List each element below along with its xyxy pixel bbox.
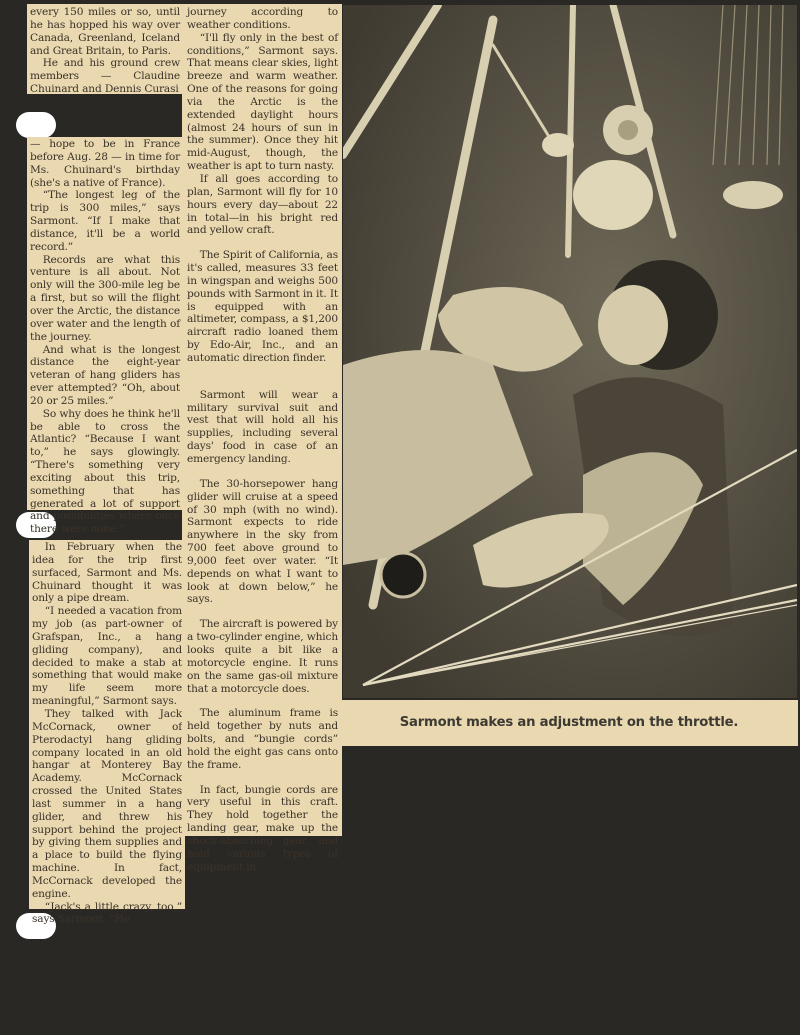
- photo-caption: Sarmont makes an adjustment on the throttle.: [399, 715, 739, 730]
- paragraph: The aircraft is powered by a two-cylinder engine, which looks quite a bit like a motorcycle engine. It runs on the same gas-oil mixture that a motorcycle does.: [187, 618, 338, 695]
- photo-caption-strip: [340, 700, 798, 746]
- paragraph: journey according to weather conditions.: [187, 6, 338, 31]
- paragraph: Records are what this venture is all about. Not only will the 300-mile leg be a first, but so will the flight over the Arctic, the distance over water and the length of the journey.: [30, 253, 180, 343]
- paragraph: The 30-horsepower hang glider will cruise at a speed of 30 mph (with no wind). Sarmont expects to ride anywhere in the sky from 700 feet above ground to 9,000 feet over water. “It depends on what I want to look at down below,” he says.: [187, 477, 338, 606]
- paragraph: “The longest leg of the trip is 300 miles,” says Sarmont. “If I make that distance, it'll be a world record.”: [30, 189, 180, 253]
- photo-hang-glider-pilot: [343, 5, 797, 698]
- paragraph: The Spirit of California, as it's called, measures 33 feet in wingspan and weighs 500 pounds with Sarmont in it. It is equipped with an altimeter, compass, a $1,200 aircraft radio loaned them by Edo-Air, Inc., and an automatic direction finder.: [187, 249, 338, 364]
- binder-hole-1: [16, 112, 56, 138]
- paragraph: In February when the idea for the trip first surfaced, Sarmont and Ms. Chuinard thought it was only a pipe dream.: [32, 541, 182, 605]
- paragraph: He and his ground crew members — Claudine Chuinard and Dennis Curasi: [30, 57, 180, 96]
- paragraph: So why does he think he'll be able to cross the Atlantic? “Because I want to,” he says glowingly. “There's something very exciting about this trip, something that has generated a lot of support and possibilities where once there were none.”: [30, 407, 180, 536]
- paragraph: If all goes according to plan, Sarmont will fly for 10 hours every day—about 22 in total—in his bright red and yellow craft.: [187, 172, 338, 237]
- left-column-clip-3: [29, 540, 185, 926]
- paragraph: “Jack's a little crazy, too,” says Sarmont. “He: [32, 900, 182, 926]
- paragraph: every 150 miles or so, until he has hopped his way over Canada, Greenland, Iceland and Great Britain, to Paris.: [30, 6, 180, 57]
- paragraph: — hope to be in France before Aug. 28 — in time for Ms. Chuinard's birthday (she's a native of France).: [30, 138, 180, 189]
- paragraph: “I needed a vacation from my job (as part-owner of Grafspan, Inc., a hang gliding company), and decided to make a stab at something that would make my life seem more meaningful,” Sarmont says.: [32, 605, 182, 708]
- photo-illustration: [343, 5, 797, 698]
- left-column-clip-1: [27, 4, 183, 94]
- paragraph: “I'll fly only in the best of conditions,” Sarmont says. That means clear skies, light breeze and warm weather. One of the reasons for going via the Arctic is the extended daylight hours (almost 24 hours of sun in the summer). Once they hit mid-August, though, the weather is apt to turn nasty.: [187, 31, 338, 173]
- paragraph: Sarmont will wear a military survival suit and vest that will hold all his supplies, including several days' food in case of an emergency landing.: [187, 388, 338, 465]
- paragraph: They talked with Jack McCornack, owner of Pterodactyl hang gliding company located in an old hangar at Monterey Bay Academy. McCornack crossed the United States last summer in a hang glider, and threw his support behind the project by giving them supplies and a place to build the flying machine. In fact, McCornack developed the engine.: [32, 707, 182, 900]
- left-column-clip-2: [27, 137, 183, 536]
- paragraph: The aluminum frame is held together by nuts and bolts, and “bungie cords” hold the eight gas cans onto the frame.: [187, 707, 338, 771]
- paragraph: In fact, bungie cords are very useful in this craft. They hold together the landing gear, make up the shock-absorbing gear, and hold various types of equipment in: [187, 783, 338, 873]
- paragraph: And what is the longest distance the eight-year veteran of hang gliders has ever attempted? “Oh, about 20 or 25 miles.”: [30, 343, 180, 407]
- middle-column-clip: [182, 4, 342, 873]
